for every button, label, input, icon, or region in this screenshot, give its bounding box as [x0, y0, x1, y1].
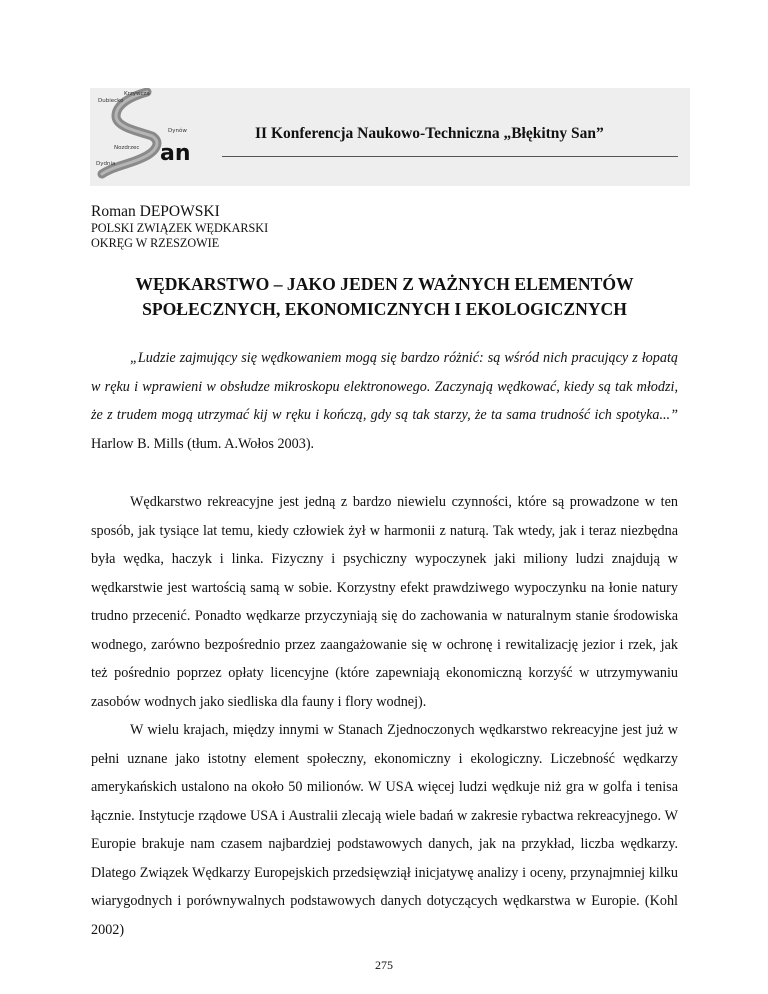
author-name: Roman DEPOWSKI	[91, 203, 220, 220]
epigraph-quote: „Ludzie zajmujący się wędkowaniem mogą się bardzo różnić: są wśród nich pracujący z łopatą w ręku i wprawieni w obsłudze mikroskopu elektronowego. Zaczynają wędkować, kiedy są tak młodzi, że z trudem mogą utrzymać kij w ręku i kończą, gdy są tak starzy, że ta sama trudność ich spotyka...”	[91, 350, 678, 423]
san-river-logo-icon	[90, 88, 220, 186]
paragraph: W wielu krajach, między innymi w Stanach Zjednoczonych wędkarstwo rekreacyjne jest już w pełni uznane jako istotny element społeczny, ekonomiczny i ekologiczny. Liczebność wędkarzy amerykańskich ustalono na około 50 milionów. W USA więcej ludzi wędkuje niż gra w golfa i tenisa łącznie. Instytucje rządowe USA i Australii zlecają wiele badań w zakresie rybactwa rekreacyjnego. W Europie brakuje nam czasem najbardziej podstawowych danych, jak na przykład, liczba wędkarzy. Dlatego Związek Wędkarzy Europejskich przedsięwziął inicjatywę analizy i oceny, przynajmniej kilku wiarygodnych i porównywalnych podstawowych danych dotyczących wędkarstwa w Europie. (Kohl 2002)	[91, 722, 678, 938]
page-number: 275	[375, 958, 393, 972]
logo-place-krzywcza: Krzywcza	[124, 91, 150, 97]
title-line-2: SPOŁECZNYCH, EKONOMICZNYCH I EKOLOGICZNYCH	[142, 299, 627, 319]
affiliation-line-1: POLSKI ZWIĄZEK WĘDKARSKI	[91, 221, 269, 235]
title-line-1: WĘDKARSTWO – JAKO JEDEN Z WAŻNYCH ELEMENTÓW	[135, 274, 634, 294]
body-text	[91, 488, 678, 944]
conference-title: II Konferencja Naukowo-Techniczna „Błękitny San”	[255, 125, 604, 142]
epigraph-attribution: Harlow B. Mills (tłum. A.Wołos 2003).	[91, 435, 315, 452]
logo-place-dydnia: Dydnia	[96, 161, 116, 167]
paragraph: Wędkarstwo rekreacyjne jest jedną z bardzo niewielu czynności, które są prowadzone w ten sposób, jak tysiące lat temu, kiedy człowiek żył w harmonii z naturą. Tak wtedy, jak i teraz niezbędna była wędka, haczyk i linka. Fizyczny i psychiczny wypoczynek jaki miliony ludzi znajdują w wędkarstwie jest wartością samą w sobie. Korzystny efekt prawdziwego wypoczynku na łonie natury trudno przecenić. Ponadto wędkarze przyczyniają się do zachowania w naturalnym stanie środowiska wodnego, zarówno bezpośrednio przez zaangażowanie się w ochronę i rewitalizację jezior i rzek, jak też pośrednio poprzez opłaty licencyjne (które zapewniają ekonomiczną korzyść w utrzymywaniu zasobów wodnych jako siedliska dla fauny i flory wodnej).	[91, 494, 678, 710]
affiliation-line-2: OKRĘG W RZESZOWIE	[91, 236, 220, 250]
header-rule	[222, 156, 678, 157]
logo-place-dynow: Dynów	[168, 128, 187, 134]
logo-place-dubiecko: Dubiecko	[98, 98, 124, 104]
conference-logo	[90, 88, 220, 186]
logo-wordmark: an	[160, 141, 191, 166]
paper-title	[91, 272, 678, 322]
author-affiliation	[91, 221, 268, 251]
logo-place-nozdrzec: Nozdrzec	[114, 145, 140, 151]
epigraph	[91, 344, 678, 458]
